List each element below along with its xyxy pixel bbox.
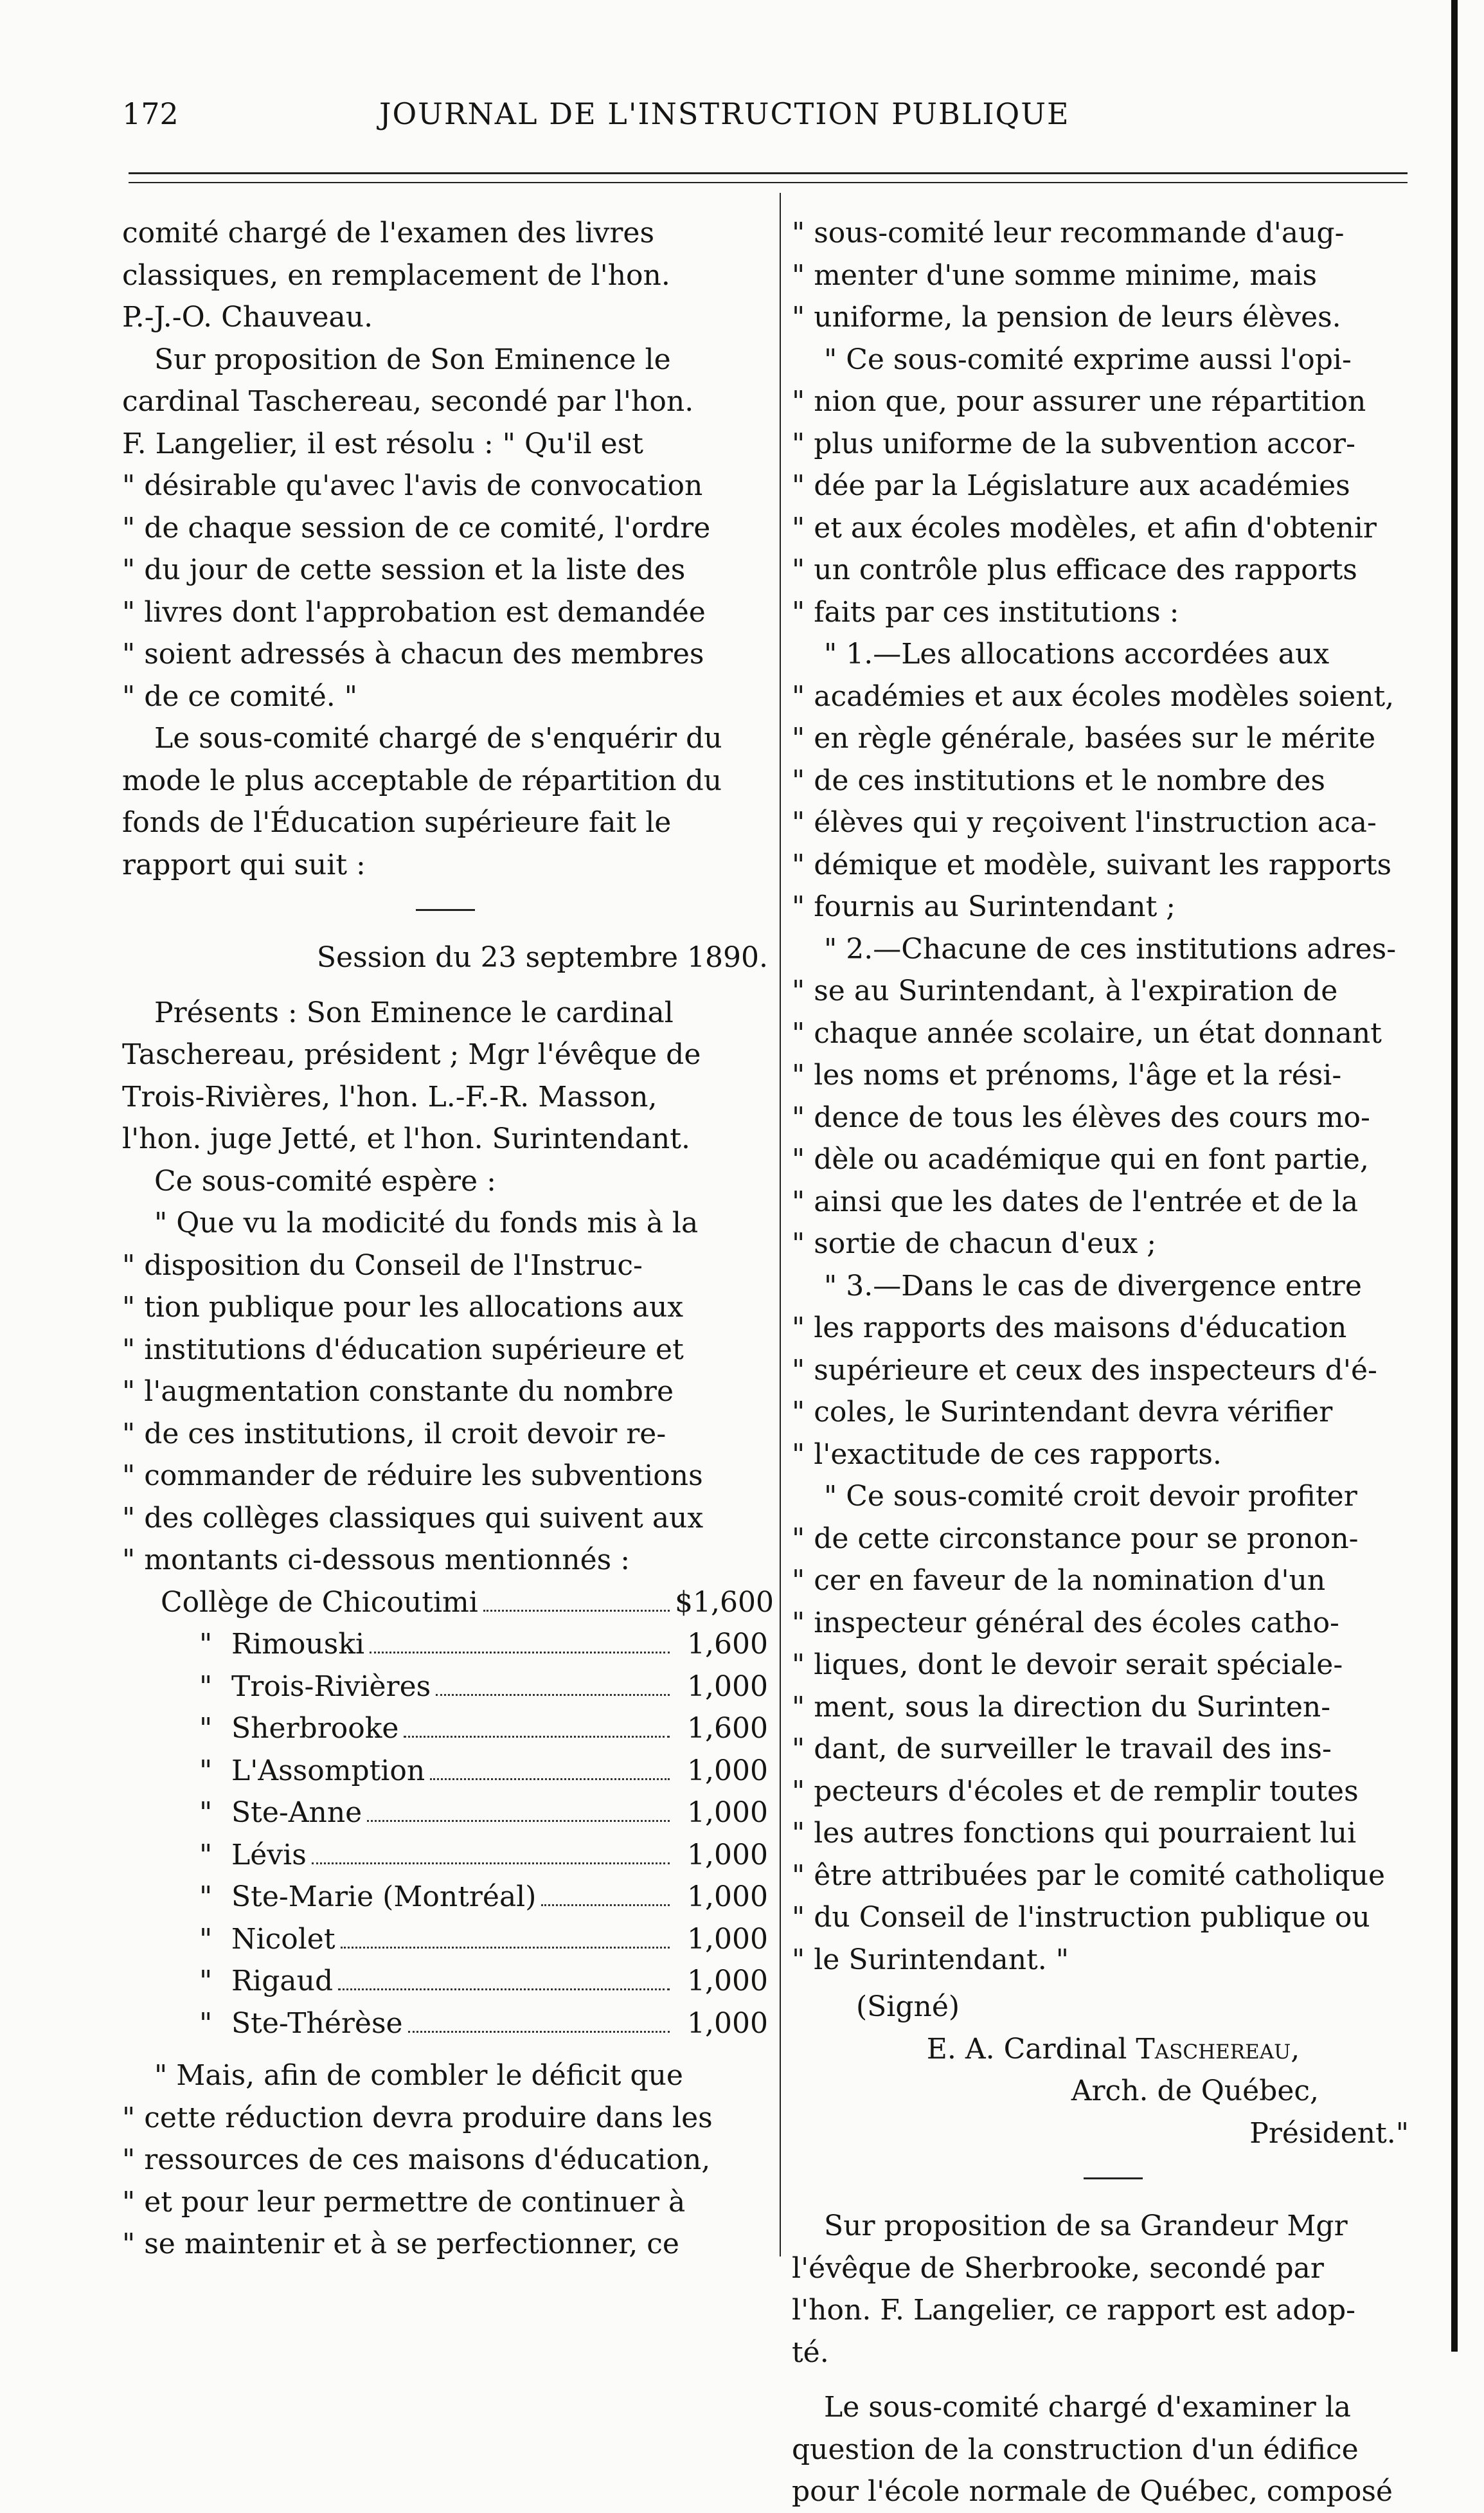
college-name: Rigaud <box>231 1965 334 1997</box>
college-amount: 1,000 <box>687 1796 768 1829</box>
college-row <box>122 1960 768 2003</box>
text-line: " l'exactitude de ces rapports. <box>792 1437 1222 1471</box>
text-line: classiques, en remplacement de l'hon. <box>122 258 670 292</box>
text-line: Sur proposition de sa Grandeur Mgr <box>824 2210 1348 2242</box>
college-amount: 1,000 <box>687 1922 768 1956</box>
header-rule <box>129 172 1408 174</box>
ditto-mark: " <box>199 2006 213 2040</box>
text-line: Taschereau, président ; Mgr l'évêque de <box>122 1038 701 1071</box>
text-line: " de ce comité. " <box>122 680 357 713</box>
text-line: " élèves qui y reçoivent l'instruction aca- <box>792 806 1377 839</box>
text-line: " le Surintendant. " <box>792 1943 1069 1976</box>
text-line: mode le plus acceptable de répartition du <box>122 764 722 797</box>
text-line: l'hon. F. Langelier, ce rapport est adop- <box>792 2294 1355 2327</box>
column-divider <box>780 193 781 2256</box>
signed-label: (Signé) <box>856 1990 960 2023</box>
text-line: " de ces institutions, il croit devoir re- <box>122 1417 666 1450</box>
text-line: " l'augmentation constante du nombre <box>122 1375 674 1408</box>
text-line: " et aux écoles modèles, et afin d'obtenir <box>792 511 1377 545</box>
text-line: " menter d'une somme minime, mais <box>792 258 1318 292</box>
ditto-mark: " <box>199 1838 213 1871</box>
college-name: L'Assomption <box>231 1754 425 1787</box>
text-line: " du Conseil de l'instruction publique ou <box>792 1901 1370 1934</box>
dot-leader <box>404 1736 670 1738</box>
paragraph <box>792 1475 1435 1981</box>
dot-leader <box>338 1988 670 1990</box>
section-rule <box>1084 2177 1143 2179</box>
college-name: Lévis <box>231 1838 307 1871</box>
college-row <box>122 1918 768 1961</box>
text-line: " démique et modèle, suivant les rapports <box>792 848 1392 881</box>
dot-leader <box>430 1778 670 1780</box>
text-line: " livres dont l'approbation est demandée <box>122 595 706 629</box>
text-line: " disposition du Conseil de l'Instruc- <box>122 1248 643 1282</box>
text-line: " 3.—Dans le cas de divergence entre <box>824 1269 1362 1302</box>
text-line: " académies et aux écoles modèles soient, <box>792 680 1395 713</box>
college-name: Ste-Anne <box>231 1796 362 1829</box>
college-row <box>122 1623 768 1666</box>
text-line: " Ce sous-comité croit devoir profiter <box>824 1480 1357 1513</box>
text-line: " uniforme, la pension de leurs élèves. <box>792 301 1341 334</box>
paragraph <box>122 717 768 886</box>
text-line: Sur proposition de Son Eminence le <box>154 343 671 376</box>
college-row <box>122 1707 768 1750</box>
dot-leader <box>436 1694 670 1696</box>
college-amount: 1,000 <box>687 1670 768 1703</box>
dot-leader <box>408 2031 670 2033</box>
text-line: " dée par la Législature aux académies <box>792 469 1350 502</box>
college-amount: 1,600 <box>687 1712 768 1745</box>
header-rule-secondary <box>129 182 1408 183</box>
paragraph <box>122 1202 768 1581</box>
text-line: " Ce sous-comité exprime aussi l'opi- <box>824 343 1352 376</box>
college-name: Ste-Thérèse <box>231 2006 403 2040</box>
text-line: " commander de réduire les subventions <box>122 1459 703 1492</box>
ditto-mark: " <box>199 1796 213 1829</box>
text-line: " institutions d'éducation supérieure et <box>122 1333 684 1366</box>
text-line: Le sous-comité chargé de s'enquérir du <box>154 722 722 755</box>
text-line: l'hon. juge Jetté, et l'hon. Surintendant. <box>122 1122 690 1155</box>
text-line: " sortie de chacun d'eux ; <box>792 1227 1157 1260</box>
text-line: question de la construction d'un édifice <box>792 2433 1359 2466</box>
paragraph <box>792 928 1435 1265</box>
college-amount: 1,000 <box>687 1838 768 1871</box>
text-line: " chaque année scolaire, un état donnant <box>792 1016 1382 1050</box>
text-line: " dence de tous les élèves des cours mo- <box>792 1101 1370 1134</box>
college-row <box>122 1581 774 1624</box>
signatory-name <box>792 2028 1435 2071</box>
text-line: " liques, dont le devoir serait spéciale- <box>792 1648 1343 1681</box>
college-amount: 1,600 <box>687 1628 768 1661</box>
text-line: " 1.—Les allocations accordées aux <box>824 638 1330 671</box>
text-line: " de cette circonstance pour se pronon- <box>792 1522 1359 1555</box>
text-line: P.-J.-O. Chauveau. <box>122 301 373 334</box>
text-line: comité chargé de l'examen des livres <box>122 217 655 249</box>
college-row <box>122 1666 768 1708</box>
ditto-mark: " <box>199 1965 213 1997</box>
text-line: " cette réduction devra produire dans les <box>122 2101 713 2134</box>
text-line: " ment, sous la direction du Surinten- <box>792 1690 1331 1724</box>
text-line: " cer en faveur de la nomination d'un <box>792 1564 1326 1597</box>
ditto-mark: " <box>199 1754 213 1787</box>
text-line: " inspecteur général des écoles catho- <box>792 1606 1339 1639</box>
signatory-role: Président." <box>1249 2116 1409 2150</box>
paragraph <box>122 212 768 339</box>
paragraph <box>792 2205 1435 2373</box>
dot-leader <box>370 1652 670 1653</box>
text-line: " de ces institutions et le nombre des <box>792 764 1325 797</box>
college-name: Nicolet <box>231 1922 335 1956</box>
text-line: " soient adressés à chacun des membres <box>122 638 704 671</box>
text-line: cardinal Taschereau, secondé par l'hon. <box>122 385 694 418</box>
paragraph <box>792 339 1435 634</box>
running-title: JOURNAL DE L'INSTRUCTION PUBLIQUE <box>379 96 1070 131</box>
section-rule <box>416 909 475 911</box>
dot-leader <box>367 1820 670 1822</box>
page-header <box>122 96 1401 148</box>
college-amount: $1,600 <box>675 1585 774 1619</box>
signature-block <box>792 1986 1435 2154</box>
text-line: Trois-Rivières, l'hon. L.-F.-R. Masson, <box>122 1080 657 1113</box>
text-line: " coles, le Surintendant devra vérifier <box>792 1396 1333 1428</box>
text-line: " nion que, pour assurer une répartition <box>792 385 1366 418</box>
text-line: l'évêque de Sherbrooke, secondé par <box>792 2251 1324 2285</box>
paragraph <box>122 2055 768 2265</box>
paragraph <box>792 212 1435 339</box>
text-line: " en règle générale, basées sur le mérite <box>792 722 1376 755</box>
paragraph <box>792 633 1435 928</box>
dot-leader <box>341 1947 670 1949</box>
text-line: " Que vu la modicité du fonds mis à la <box>154 1207 699 1239</box>
text-line: " dant, de surveiller le travail des ins- <box>792 1733 1332 1765</box>
paragraph <box>122 992 768 1160</box>
paragraph <box>792 1265 1435 1476</box>
college-row <box>122 1792 768 1834</box>
text-line: " des collèges classiques qui suivent aux <box>122 1501 704 1535</box>
signatory-surname: Taschereau, <box>1136 2032 1300 2066</box>
text-line: " plus uniforme de la subvention accor- <box>792 427 1355 460</box>
text-line: " et pour leur permettre de continuer à <box>122 2185 686 2219</box>
college-name: Rimouski <box>231 1628 365 1661</box>
college-amount: 1,000 <box>687 1965 768 1997</box>
college-name: Collège de Chicoutimi <box>161 1585 478 1619</box>
text-line: " 2.—Chacune de ces institutions adres- <box>824 932 1397 966</box>
text-line: " fournis au Surintendant ; <box>792 890 1176 923</box>
page-edge-shadow <box>1451 0 1458 2352</box>
college-name: Trois-Rivières <box>231 1670 431 1703</box>
college-amount: 1,000 <box>687 2006 768 2040</box>
college-list <box>122 1581 774 2045</box>
ditto-mark: " <box>199 1880 213 1913</box>
text-line: " faits par ces institutions : <box>792 595 1179 629</box>
dot-leader <box>312 1862 670 1864</box>
text-line: " tion publique pour les allocations aux <box>122 1291 684 1324</box>
text-line: pour l'école normale de Québec, composé <box>792 2475 1393 2508</box>
text-line: " Mais, afin de combler le déficit que <box>154 2059 683 2092</box>
college-name: Ste-Marie (Montréal) <box>231 1880 537 1913</box>
text-line: " les noms et prénoms, l'âge et la rési- <box>792 1059 1342 1092</box>
text-line: " dèle ou académique qui en font partie, <box>792 1143 1369 1176</box>
text-line: " désirable qu'avec l'avis de convocation <box>122 469 703 502</box>
text-line: " se au Surintendant, à l'expiration de <box>792 975 1338 1007</box>
text-line: " supérieure et ceux des inspecteurs d'é- <box>792 1353 1377 1387</box>
right-column <box>792 212 1435 2513</box>
paragraph <box>122 339 768 718</box>
text-line: " pecteurs d'écoles et de remplir toutes <box>792 1774 1359 1808</box>
college-row <box>122 1876 768 1918</box>
text-line: " du jour de cette session et la liste des <box>122 554 686 586</box>
text-line: " se maintenir et à se perfectionner, ce <box>122 2228 679 2260</box>
text-line: " montants ci-dessous mentionnés : <box>122 1544 630 1576</box>
text-line: té. <box>792 2336 829 2369</box>
college-amount: 1,000 <box>687 1880 768 1913</box>
text-line: " les autres fonctions qui pourraient lui <box>792 1817 1357 1850</box>
text-line: " les rapports des maisons d'éducation <box>792 1311 1347 1344</box>
ditto-mark: " <box>199 1628 213 1661</box>
paragraph: Ce sous-comité espère : <box>154 1164 496 1198</box>
dot-leader <box>541 1904 670 1906</box>
signatory-title: Arch. de Québec, <box>1071 2075 1319 2107</box>
text-line: F. Langelier, il est résolu : " Qu'il est <box>122 427 643 460</box>
dot-leader <box>483 1610 670 1612</box>
college-name: Sherbrooke <box>231 1712 399 1745</box>
college-row <box>122 2003 768 2045</box>
page-number: 172 <box>122 96 179 131</box>
text-line: Le sous-comité chargé d'examiner la <box>824 2391 1352 2424</box>
text-line: " sous-comité leur recommande d'aug- <box>792 217 1345 249</box>
text-line: " ressources de ces maisons d'éducation, <box>122 2143 711 2176</box>
left-column <box>122 212 774 2265</box>
session-heading: Session du 23 septembre 1890. <box>316 941 768 974</box>
text-line: rapport qui suit : <box>122 848 366 881</box>
ditto-mark: " <box>199 1922 213 1956</box>
text-line: " être attribuées par le comité catholique <box>792 1859 1386 1892</box>
college-amount: 1,000 <box>687 1754 768 1787</box>
paragraph <box>792 2386 1435 2513</box>
college-row <box>122 1750 768 1792</box>
text-line: " ainsi que les dates de l'entrée et de la <box>792 1185 1359 1218</box>
ditto-mark: " <box>199 1670 213 1703</box>
signatory-name-prefix: E. A. Cardinal <box>926 2032 1136 2066</box>
text-line: fonds de l'Éducation supérieure fait le <box>122 806 672 839</box>
text-line: " de chaque session de ce comité, l'ordre <box>122 511 711 545</box>
ditto-mark: " <box>199 1712 213 1745</box>
text-line: Présents : Son Eminence le cardinal <box>154 996 674 1029</box>
text-line: " un contrôle plus efficace des rapports <box>792 554 1357 586</box>
college-row <box>122 1834 768 1877</box>
